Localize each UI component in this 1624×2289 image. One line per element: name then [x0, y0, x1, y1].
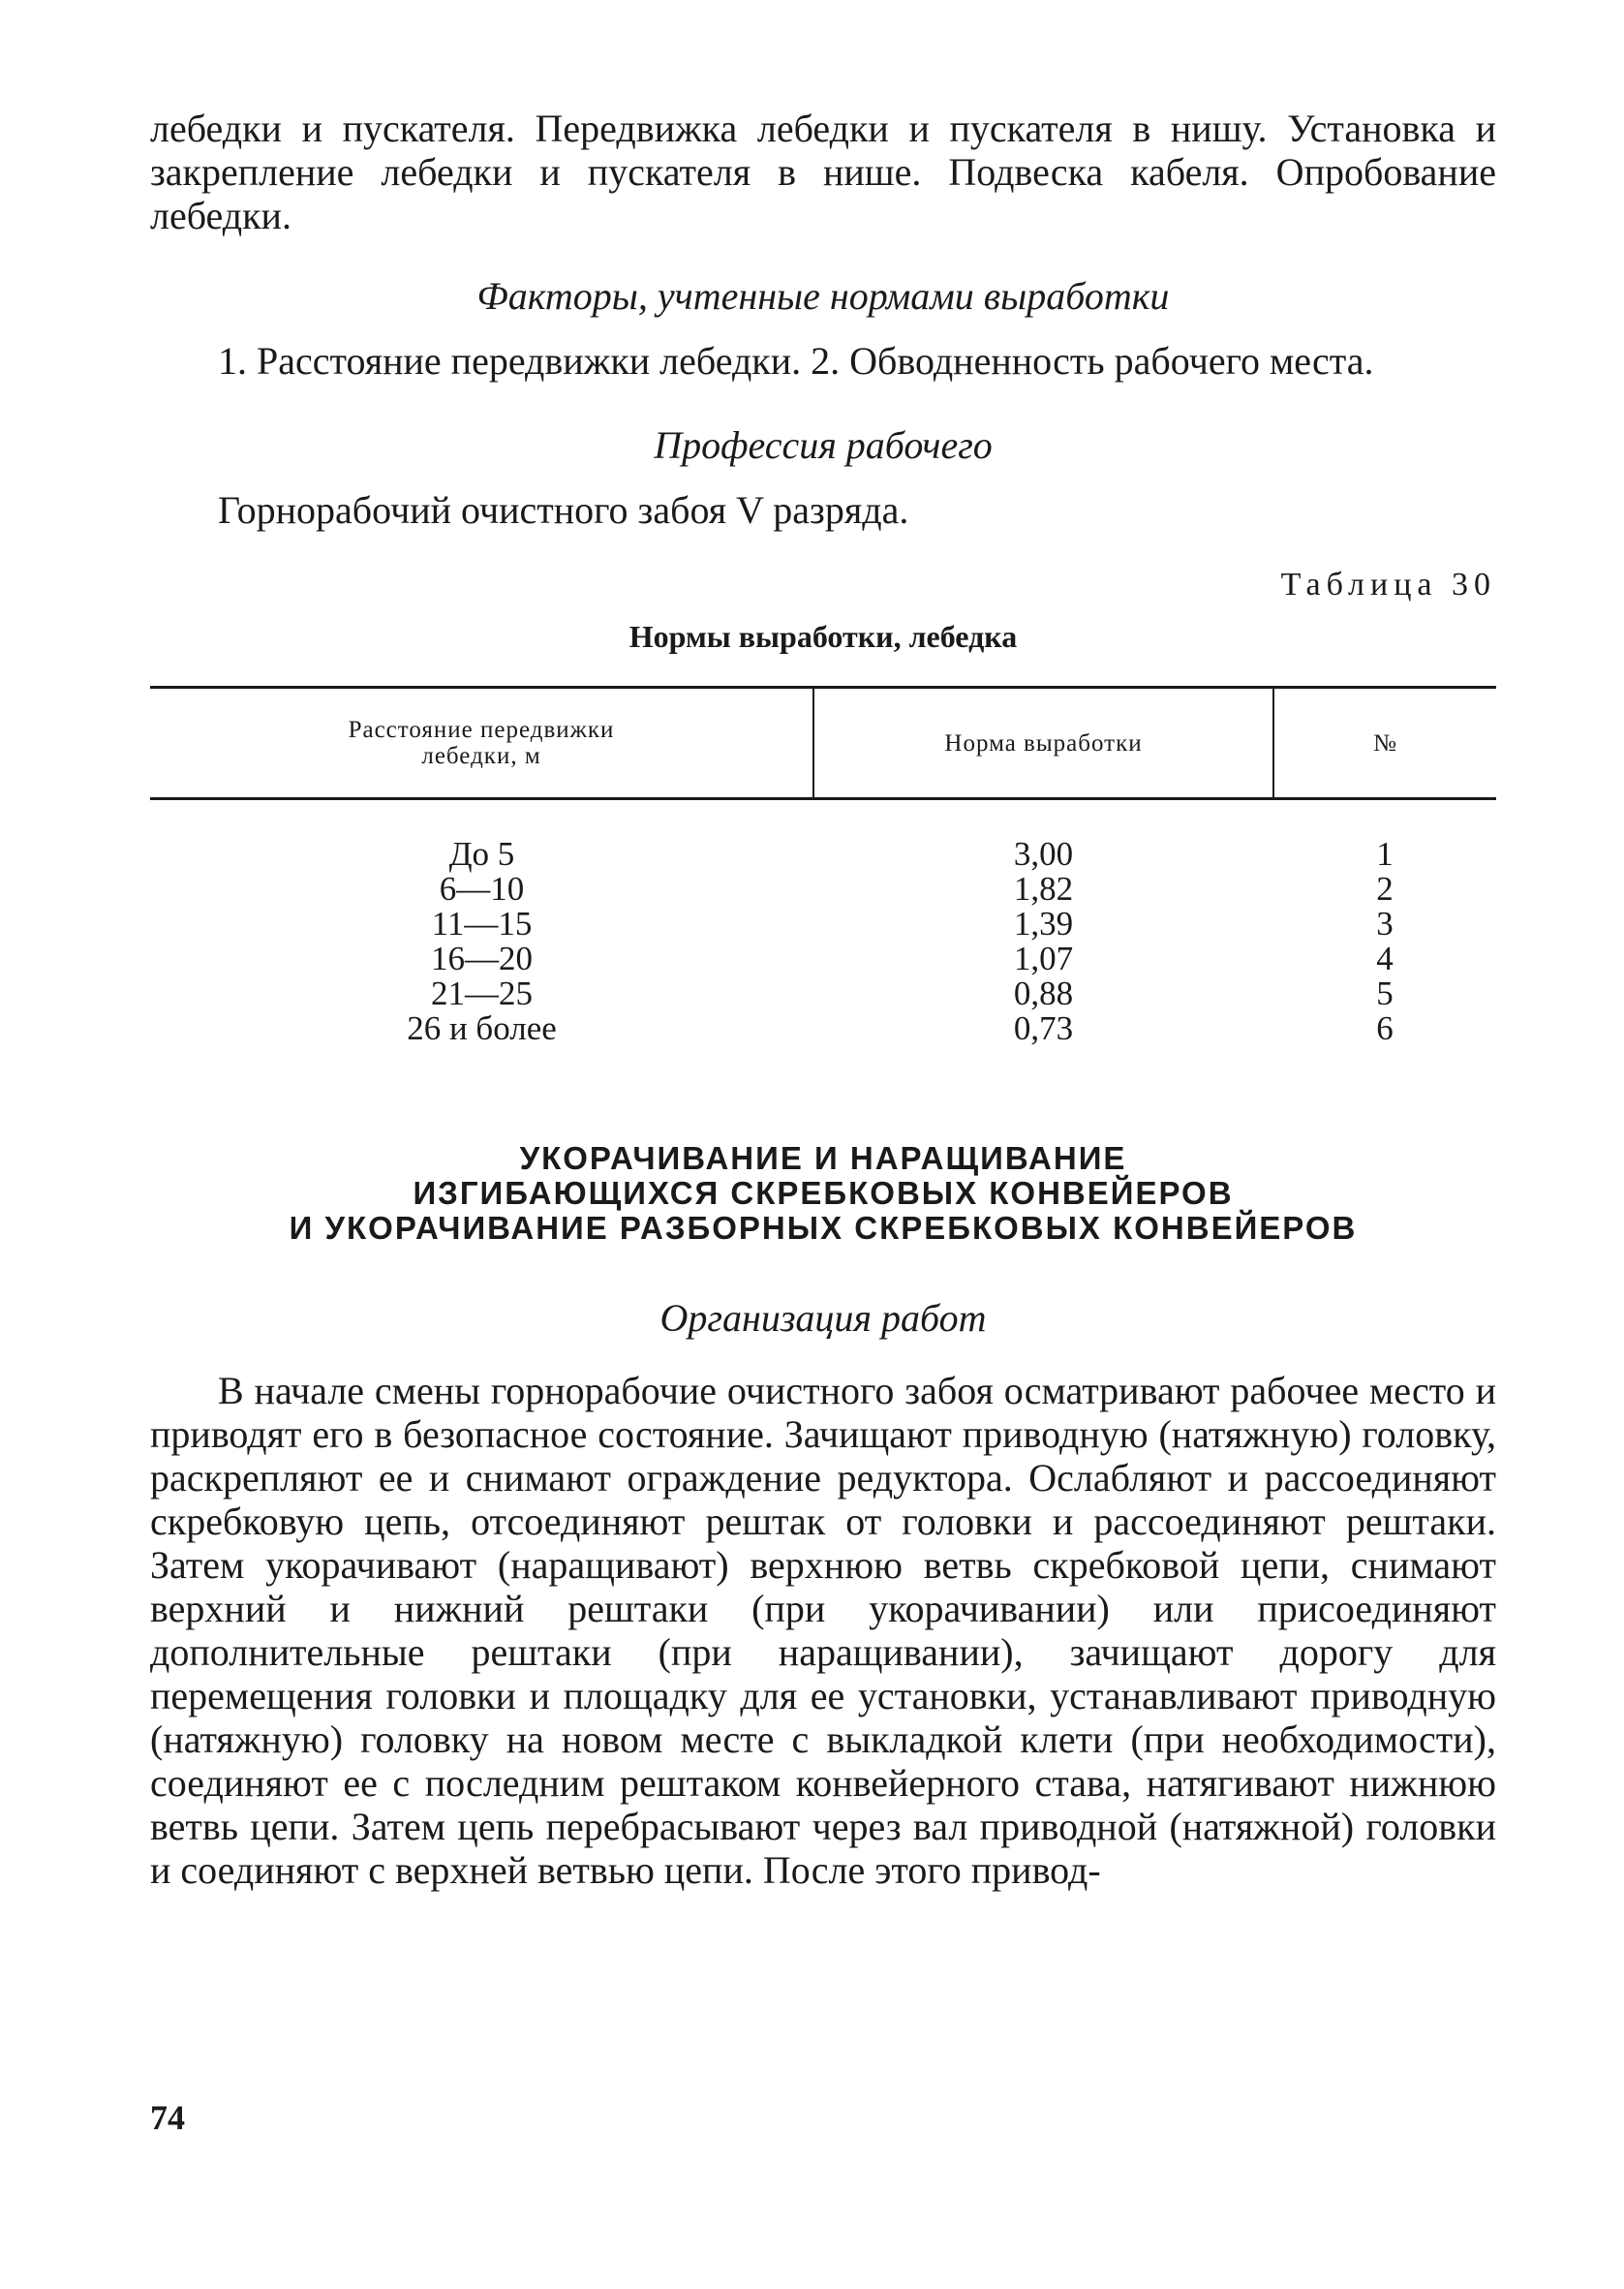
profession-heading: Профессия рабочего [654, 423, 993, 467]
norms-table [150, 686, 1496, 1046]
section-heading-line: УКОРАЧИВАНИЕ И НАРАЩИВАНИЕ [519, 1140, 1127, 1176]
table-row [150, 799, 1496, 873]
header-norm: Норма выработки [813, 688, 1273, 799]
cell-norm: 1,39 [1013, 905, 1074, 943]
header-number: № [1273, 688, 1496, 799]
cell-distance: 6—10 [439, 870, 525, 908]
cell-distance: 21—25 [431, 974, 533, 1012]
cell-number: 3 [1376, 905, 1394, 943]
section-heading-line: ИЗГИБАЮЩИХСЯ СКРЕБКОВЫХ КОНВЕЙЕРОВ [413, 1175, 1234, 1211]
cell-norm: 1,82 [1013, 870, 1074, 908]
page-number: 74 [150, 2098, 185, 2137]
table-row [150, 942, 1496, 976]
table-row [150, 907, 1496, 942]
table-row [150, 872, 1496, 907]
table-number: Таблица 30 [1280, 567, 1496, 603]
cell-number: 4 [1376, 940, 1394, 977]
profession-paragraph: Горнорабочий очистного забоя V разряда. [218, 488, 909, 532]
cell-norm: 3,00 [1013, 835, 1074, 873]
table-header-row [150, 688, 1496, 799]
cell-distance: 16—20 [431, 940, 533, 977]
header-distance: Расстояние передвижки лебедки, м [150, 688, 813, 799]
cell-norm: 1,07 [1013, 940, 1074, 977]
factors-heading: Факторы, учтенные нормами выработки [476, 274, 1170, 318]
factors-paragraph: 1. Расстояние передвижки лебедки. 2. Обводненность рабочего места. [218, 339, 1374, 383]
organization-heading: Организация работ [659, 1296, 987, 1340]
page-content [150, 107, 1496, 1892]
cell-distance: До 5 [448, 835, 515, 873]
cell-distance: 26 и более [407, 1009, 557, 1047]
table-row [150, 976, 1496, 1011]
cell-norm: 0,73 [1013, 1009, 1074, 1047]
section-heading-line: И УКОРАЧИВАНИЕ РАЗБОРНЫХ СКРЕБКОВЫХ КОНВЕЙЕРОВ [289, 1210, 1358, 1246]
cell-number: 1 [1376, 835, 1394, 873]
cell-number: 2 [1376, 870, 1394, 908]
cell-distance: 11—15 [431, 905, 533, 943]
cell-number: 6 [1376, 1009, 1394, 1047]
cell-norm: 0,88 [1013, 974, 1074, 1012]
intro-paragraph: лебедки и пускателя. Передвижка лебедки и пускателя в нишу. Установка и закрепление лебедки и пускателя в нише. Подвеска кабеля. Опробование лебедки. [150, 107, 1496, 237]
table-row [150, 1011, 1496, 1046]
cell-number: 5 [1376, 974, 1394, 1012]
organization-paragraph: В начале смены горнорабочие очистного забоя осматривают рабочее место и приводят его в безопасное состояние. Зачищают приводную (натяжную) головку, раскрепляют ее и снимают ограждение редуктора. Ослабляют и рассоединяют скребковую цепь, отсоединяют рештак от головки и рассоединяют рештаки. Затем укорачивают (наращивают) верхнюю ветвь скребковой цепи, снимают верхний и нижний рештаки (при укорачивании) или присоединяют дополнительные рештаки (при наращивании), зачищают дорогу для перемещения головки и площадку для ее установки, устанавливают приводную (натяжную) головку на новом месте с выкладкой клети (при необходимости), соединяют ее с последним рештаком конвейерного става, натягивают нижнюю ветвь цепи. Затем цепь перебрасывают через вал приводной (натяжной) головки и соединяют с верхней ветвью цепи. После этого привод- [150, 1369, 1496, 1892]
table-title: Нормы выработки, лебедка [628, 619, 1018, 654]
section-heading [150, 1141, 1496, 1246]
